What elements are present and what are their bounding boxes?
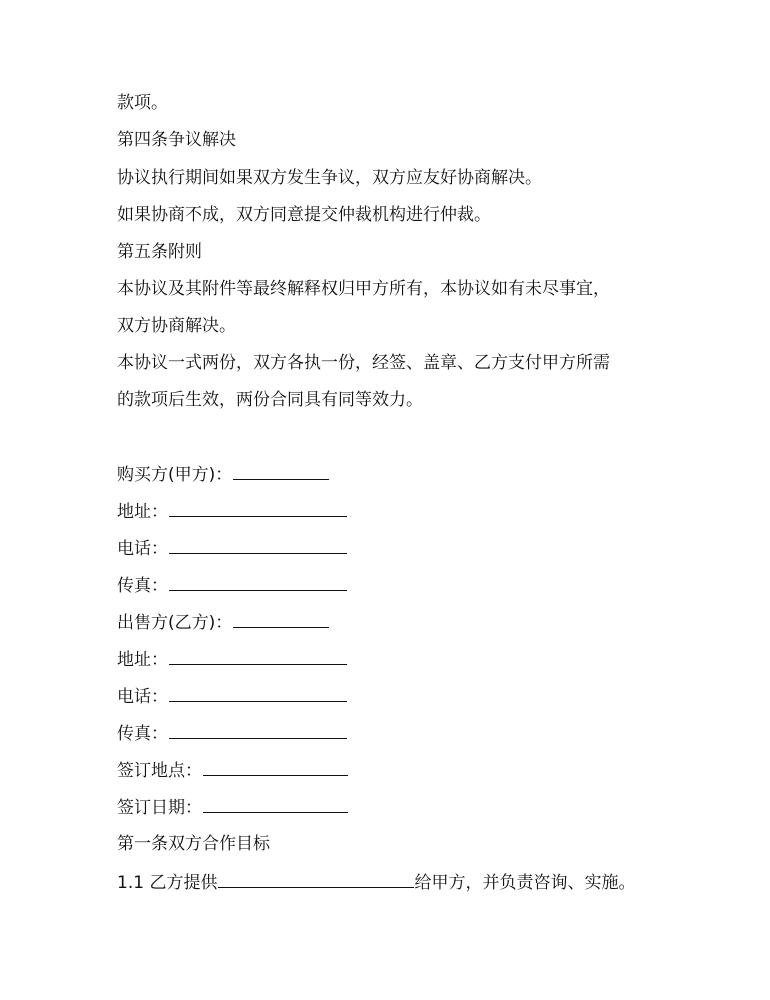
seller-label: 出售方(乙方)：	[117, 613, 233, 633]
buyer-address-field	[117, 499, 347, 524]
seller-address-label: 地址：	[117, 650, 168, 670]
buyer-fax-field	[117, 573, 347, 598]
sign-date-field	[117, 795, 348, 820]
sign-place-blank[interactable]	[203, 758, 348, 776]
sign-date-blank[interactable]	[203, 795, 348, 813]
seller-blank[interactable]	[233, 610, 329, 628]
buyer-fax-blank[interactable]	[169, 573, 347, 591]
seller-field	[117, 610, 329, 635]
seller-phone-label: 电话：	[117, 687, 168, 707]
clause-1-1-suffix: 给甲方，并负责咨询、实施。	[414, 873, 636, 893]
seller-phone-field	[117, 684, 347, 709]
sign-place-field	[117, 758, 348, 783]
seller-phone-blank[interactable]	[169, 684, 347, 702]
seller-fax-label: 传真：	[117, 724, 168, 744]
buyer-label: 购买方(甲方)：	[117, 465, 233, 485]
paragraph-dispute-negotiation: 协议执行期间如果双方发生争议，双方应友好协商解决。	[117, 168, 542, 188]
section-heading-dispute: 第四条争议解决	[117, 130, 236, 150]
buyer-fax-label: 传真：	[117, 576, 168, 596]
seller-address-field	[117, 647, 347, 672]
section-heading-cooperation: 第一条双方合作目标	[117, 834, 270, 854]
buyer-address-label: 地址：	[117, 502, 168, 522]
seller-fax-field	[117, 721, 347, 746]
sign-place-label: 签订地点：	[117, 761, 202, 781]
clause-1-1-blank[interactable]	[218, 870, 414, 888]
paragraph-interpretation-line1: 本协议及其附件等最终解释权归甲方所有，本协议如有未尽事宜，	[117, 279, 610, 299]
paragraph-copies-line1: 本协议一式两份，双方各执一份，经签、盖章、乙方支付甲方所需	[117, 353, 610, 373]
clause-1-1-prefix: 1.1 乙方提供	[117, 873, 218, 893]
buyer-address-blank[interactable]	[169, 499, 347, 517]
paragraph-kuanxiang: 款项。	[117, 93, 168, 113]
buyer-phone-blank[interactable]	[169, 536, 347, 554]
paragraph-interpretation-line2: 双方协商解决。	[117, 316, 236, 336]
clause-1-1	[117, 870, 635, 895]
sign-date-label: 签订日期：	[117, 798, 202, 818]
seller-address-blank[interactable]	[169, 647, 347, 665]
buyer-blank[interactable]	[233, 462, 329, 480]
buyer-phone-label: 电话：	[117, 539, 168, 559]
buyer-field	[117, 462, 329, 487]
seller-fax-blank[interactable]	[169, 721, 347, 739]
paragraph-arbitration: 如果协商不成，双方同意提交仲裁机构进行仲裁。	[117, 205, 491, 225]
section-heading-supplementary: 第五条附则	[117, 242, 202, 262]
paragraph-copies-line2: 的款项后生效，两份合同具有同等效力。	[117, 390, 423, 410]
buyer-phone-field	[117, 536, 347, 561]
